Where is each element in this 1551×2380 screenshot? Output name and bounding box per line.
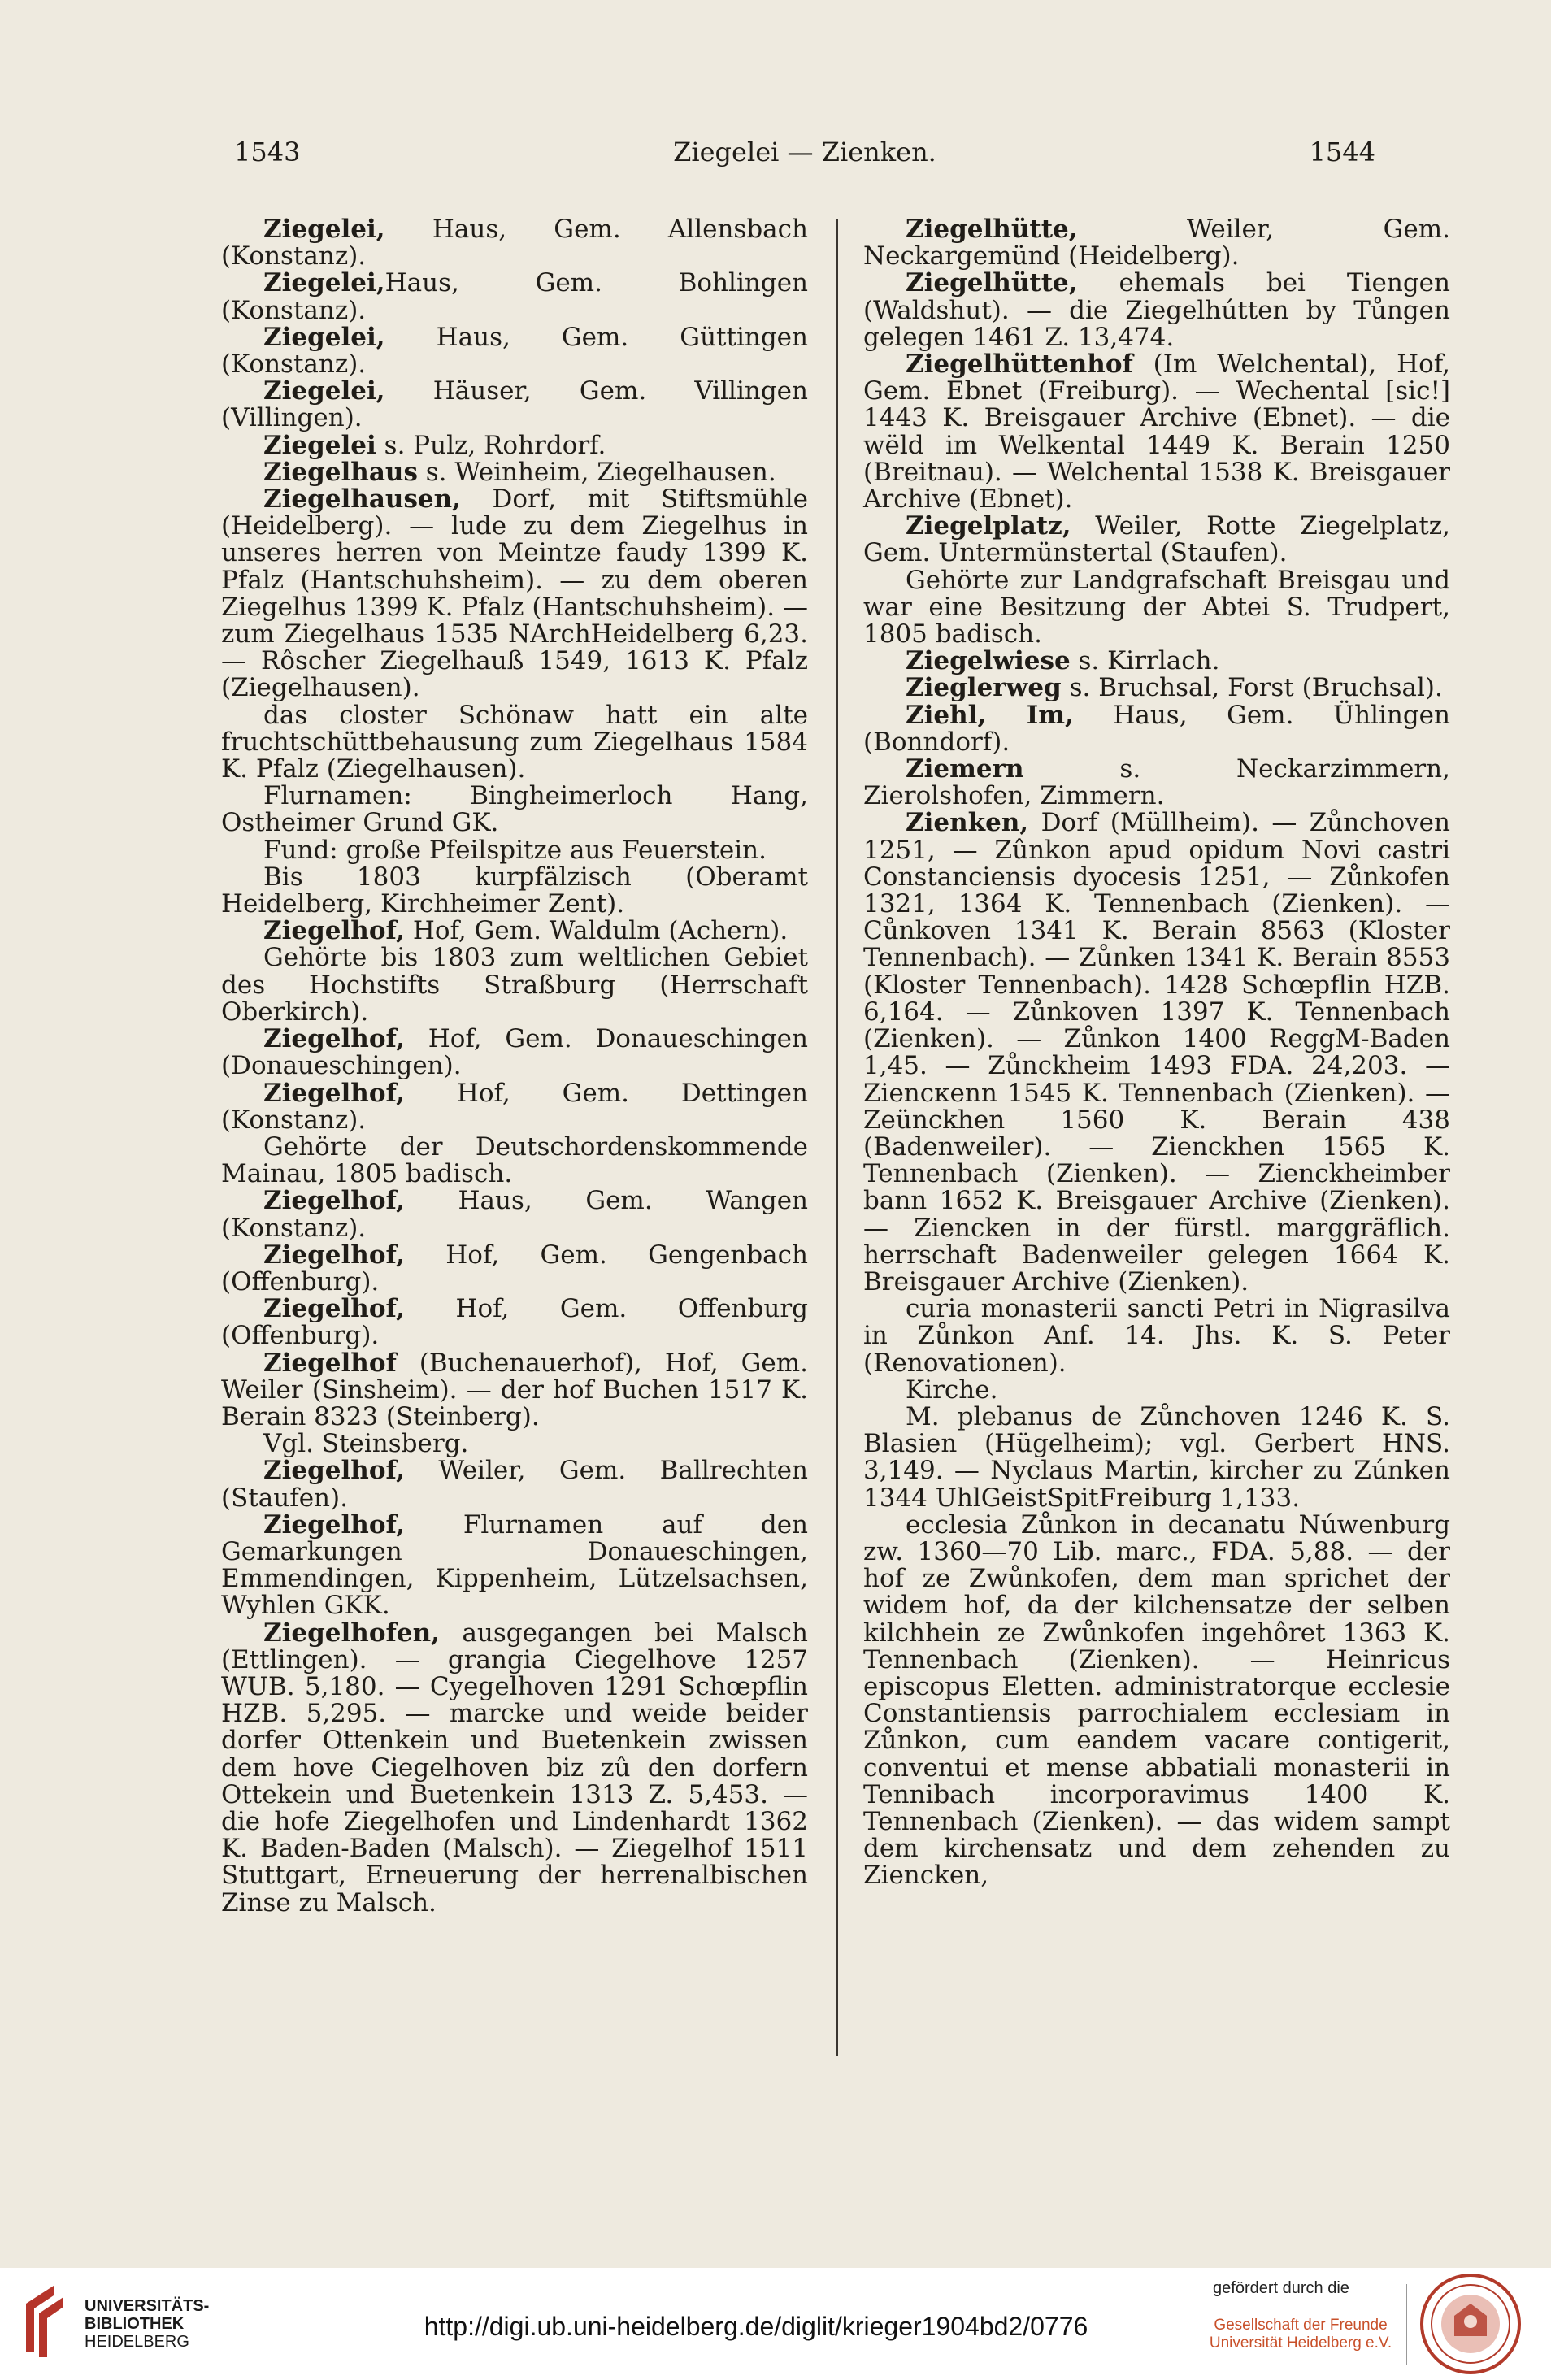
entry-text: Hof, Gem. Dettingen (Konstanz). [221,1078,808,1135]
university-seal-icon [1418,2271,1523,2377]
entry-text: s. Pulz, Rohrdorf. [376,430,606,460]
page-number-left: 1543 [234,137,301,167]
library-name [85,2297,209,2351]
entry-headword: Ziegelhof, [263,916,405,946]
entry-headword: Ziegelwiese [906,646,1071,676]
entry-headword: Ziegelhof, [263,1456,405,1486]
entry-paragraph [221,324,808,378]
entry-paragraph [221,270,808,324]
entry-text: Flurnamen: Bingheimerloch Hang, Ostheimer Grund GK. [221,781,808,838]
entry-headword: Zienken, [906,808,1029,838]
running-title: Ziegelei — Zienken. [673,137,936,167]
entry-text: s. Weinheim, Ziegelhausen. [417,457,776,487]
entry-paragraph [863,648,1450,675]
society-name-line1: Gesellschaft der Freunde [1214,2317,1388,2334]
entry-headword: Ziemern [906,754,1024,784]
entry-text: curia monasterii sancti Petri in Nigrasilva in Zůnkon Anf. 14. Jhs. K. S. Peter (Renovationen). [863,1294,1450,1378]
entry-paragraph [221,837,808,864]
entry-text: Hof, Gem. Donaueschingen (Donaueschingen). [221,1024,808,1081]
entry-headword: Ziegelhof, [263,1186,405,1216]
entry-text: ehemals bei Tiengen (Waldshut). — die Ziegelhútten by Tůngen gelegen 1461 Z. 13,474. [863,268,1450,352]
column-divider [836,219,838,2056]
entry-headword: Ziegelhof, [263,1024,405,1054]
entry-paragraph [221,1296,808,1349]
entry-headword: Ziegelhütte, [906,268,1078,298]
society-name-line2: Universität Heidelberg e.V. [1209,2334,1392,2352]
entry-text: s. Kirrlach. [1070,646,1220,676]
entry-paragraph [863,1509,1450,1891]
entry-paragraph [221,1026,808,1079]
society-name [1195,2317,1406,2352]
entry-text: s. Neckarzimmern, Zierolshofen, Zimmern. [863,754,1450,811]
entry-headword: Ziegelei, [263,376,385,406]
entry-paragraph [863,675,1450,701]
funded-by-text: gefördert durch die [1213,2279,1349,2297]
footer-divider [1406,2284,1407,2365]
entry-text: Fund: große Pfeilspitze aus Feuerstein. [263,835,767,865]
entry-paragraph [221,459,808,486]
entry-headword: Ziegelhütte, [906,215,1078,244]
entry-text: Hof, Gem. Waldulm (Achern). [404,916,789,946]
entry-headword: Ziegelhaus [263,457,418,487]
library-name-line2: BIBLIOTHEK [85,2315,185,2333]
entry-text: Hof, Gem. Offenburg (Offenburg). [221,1294,808,1351]
entry-paragraph [863,351,1450,513]
entry-paragraph [863,1377,1450,1404]
entry-text: Haus, Gem. Wangen (Konstanz). [221,1186,808,1243]
digital-url-link[interactable]: http://digi.ub.uni-heidelberg.de/diglit/krieger1904bd2/0776 [424,2312,1088,2341]
entry-text: Häuser, Gem. Villingen (Villingen). [221,376,808,433]
entry-headword: Ziegelei, [263,268,385,298]
entry-text: das closter Schönaw hatt ein alte fruchtschüttbehausung zum Ziegelhaus 1584 K. Pfalz (Ziegelhausen). [221,700,808,784]
entry-paragraph [221,1242,808,1296]
entry-paragraph [863,567,1450,649]
library-logo-icon [21,2279,68,2369]
entry-text: Bis 1803 kurpfälzisch (Oberamt Heidelberg, Kirchheimer Zent). [221,862,808,919]
entry-paragraph [221,486,808,702]
entry-headword: Ziehl, Im, [906,700,1074,730]
entry-paragraph [221,1620,808,1917]
entry-paragraph [221,216,808,270]
entry-headword: Ziegelei, [263,215,385,244]
entry-paragraph [863,513,1450,567]
entry-paragraph [221,1457,808,1511]
entry-text: ecclesia Zůnkon in decanatu Núwenburg zw. 1360—70 Lib. marc., FDA. 5,88. — der hof ze Zwůnkofen, dem man sprichet der widem hof, da der kilchensatze der selben kilchhein ze Zwůnkofen ingehôret 1363 K. Tennenbach (Zienken). — Heinricus episcopus Eletten. administratorque ecclesie Constantiensis parrochialem ecclesiam in Zůnkon, cum eandem vacare contigerit, conventui et mense abbatiali monasterii in Tennibach incorporavimus 1400 K. Tennenbach (Zienken). — das widem sampt dem kirchensatz und dem zehenden zu Ziencken, [863,1509,1450,1891]
entry-text: Haus, Gem. Güttingen (Konstanz). [221,322,808,380]
entry-paragraph [221,1188,808,1241]
entry-text: s. Bruchsal, Forst (Bruchsal). [1061,673,1443,703]
entry-paragraph [221,783,808,836]
entry-text: Haus, Gem. Allensbach (Konstanz). [221,215,808,271]
entry-text: Flurnamen auf den Gemarkungen Donaueschingen, Emmendingen, Kippenheim, Lützelsachsen, Wyhlen GKK. [221,1509,808,1621]
page-header [234,137,1375,176]
entry-text: (Im Welchental), Hof, Gem. Ebnet (Freiburg). — Wechental [sic!] 1443 K. Breisgauer Archive (Ebnet). — die wëld im Welkental 1449 K. Berain 1250 (Breitnau). — Welchental 1538 K. Breisgauer Archive (Ebnet). [863,350,1450,515]
entry-paragraph [221,1509,808,1621]
entry-paragraph [863,216,1450,270]
entry-text: Dorf, mit Stiftsmühle (Heidelberg). — lude zu dem Ziegelhus in unseres herren von Meintze faudy 1399 K. Pfalz (Hantschuhsheim). — zu dem oberen Ziegelhus 1399 K. Pfalz (Hantschuhsheim). — zum Ziegelhaus 1535 NArchHeidelberg 6,23. — Rôscher Ziegelhauß 1549, 1613 K. Pfalz (Ziegelhausen). [221,484,808,703]
entry-headword: Ziegelei [263,430,376,460]
footer-bar [0,2268,1551,2380]
entry-paragraph [221,378,808,432]
entry-headword: Ziegelhof [263,1348,397,1378]
entry-headword: Zieglerweg [906,673,1062,703]
entry-text: Dorf (Müllheim). — Zůnchoven 1251, — Zûnkon apud opidum Novi castri Constanciensis dyocesis 1251, — Zůnkofen 1321, 1364 K. Tennenbach (Zienken). — Cůnkoven 1341 K. Berain 8563 (Kloster Tennenbach). — Zůnken 1341 K. Berain 8553 (Kloster Tennenbach). 1428 Schœpflin HZB. 6,164. — Zůnkoven 1397 K. Tennenbach (Zienken). — Zůnkon 1400 ReggM-Baden 1,45. — Zůnckheim 1493 FDA. 24,203. — Ziencкenn 1545 K. Tennenbach (Zienken). — Zeünckhen 1560 K. Berain 438 (Badenweiler). — Zienckhen 1565 K. Tennenbach (Zienken). — Zienckheimber bann 1652 K. Breisgauer Archive (Zienken). — Ziencken in der fürstl. marggräflich. herrschaft Badenweiler gelegen 1664 K. Breisgauer Archive (Zienken). [863,808,1450,1296]
entry-text: Hof, Gem. Gengenbach (Offenburg). [221,1240,808,1296]
page-number-right: 1544 [1309,137,1375,167]
entry-headword: Ziegelhof, [263,1294,405,1324]
library-name-line1: UNIVERSITÄTS- [85,2297,210,2315]
entry-headword: Ziegelhof, [263,1240,405,1270]
entry-paragraph [221,1131,808,1189]
entry-headword: Ziegelhof, [263,1509,405,1540]
entry-text: Weiler, Rotte Ziegelplatz, Gem. Untermünstertal (Staufen). [863,511,1450,568]
library-name-line3: HEIDELBERG [85,2333,189,2351]
entry-text: M. plebanus de Zůnchoven 1246 K. S. Blasien (Hügelheim); vgl. Gerbert HNS. 3,149. — Nyclaus Martin, kircher zu Zúnken 1344 UhlGeistSpitFreiburg 1,133. [863,1401,1450,1513]
entry-text: Gehörte zur Landgrafschaft Breisgau und war eine Besitzung der Abtei S. Trudpert, 1805 badisch. [863,565,1450,649]
entry-paragraph [221,1080,808,1134]
entry-headword: Ziegelhof, [263,1078,405,1108]
entry-paragraph [221,702,808,784]
entry-text: Weiler, Gem. Ballrechten (Staufen). [221,1456,808,1513]
entry-headword: Ziegelplatz, [906,511,1071,541]
entry-text: Weiler, Gem. Neckargemünd (Heidelberg). [863,215,1450,271]
entry-text: Haus, Gem. Ühlingen (Bonndorf). [863,700,1450,757]
entry-text: Kirche. [906,1375,998,1405]
entry-text: Haus, Gem. Bohlingen (Konstanz). [221,268,808,325]
entry-paragraph [221,1350,808,1431]
entry-paragraph [863,702,1450,756]
entry-paragraph [863,810,1450,1296]
entry-headword: Ziegelei, [263,322,385,352]
left-column [221,216,808,1917]
entry-paragraph [863,1401,1450,1513]
entry-paragraph [221,864,808,918]
entry-paragraph [221,432,808,459]
entry-paragraph [221,918,808,945]
entry-paragraph [221,1431,808,1457]
entry-text: (Buchenauerhof), Hof, Gem. Weiler (Sinsheim). — der hof Buchen 1517 K. Berain 8323 (Steinberg). [221,1348,808,1431]
entry-text: ausgegangen bei Malsch (Ettlingen). — grangia Ciegelhove 1257 WUB. 5,180. — Cyegelhoven 1291 Schœpflin HZB. 5,295. — marcke und weide beider dorfer Ottenkein und Buetenkein zwissen dem hove Ciegelhoven biz zû den dorfern Ottekein und Buetenkein 1313 Z. 5,453. — die hofe Ziegelhofen und Lindenhardt 1362 K. Baden-Baden (Malsch). — Ziegelhof 1511 Stuttgart, Erneuerung der herrenalbischen Zinse zu Malsch. [221,1618,808,1917]
entry-headword: Ziegelhofen, [263,1618,440,1648]
entry-text: Gehörte der Deutschordenskommende Mainau, 1805 badisch. [221,1131,808,1189]
entry-paragraph [863,1296,1450,1377]
entry-text: Vgl. Steinsberg. [263,1429,469,1459]
entry-headword: Ziegelhüttenhof [906,350,1133,380]
entry-text: Gehörte bis 1803 zum weltlichen Gebiet des Hochstifts Straßburg (Herrschaft Oberkirch). [221,943,808,1027]
entry-headword: Ziegelhausen, [263,484,461,515]
entry-paragraph [221,945,808,1026]
right-column [863,216,1450,1890]
entry-paragraph [863,270,1450,351]
entry-paragraph [863,756,1450,810]
